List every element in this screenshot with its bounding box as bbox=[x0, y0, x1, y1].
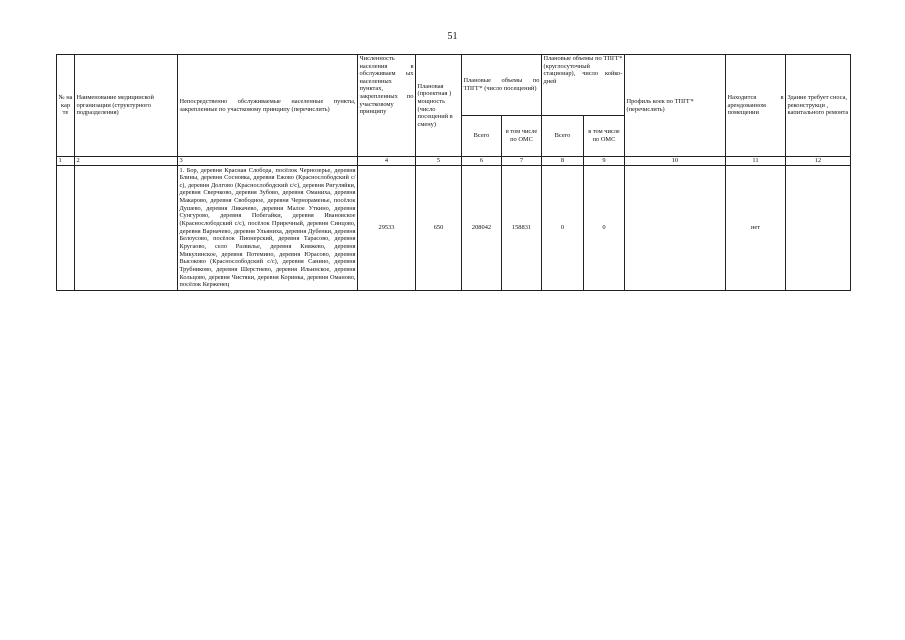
cell-capacity: 650 bbox=[416, 166, 462, 291]
cell-beddays-total: 0 bbox=[542, 166, 584, 291]
colnum-8: 8 bbox=[542, 157, 584, 166]
colnum-4: 4 bbox=[358, 157, 416, 166]
cell-repair bbox=[786, 166, 851, 291]
page-number: 51 bbox=[447, 31, 458, 42]
colnum-1: 1 bbox=[57, 157, 75, 166]
header-repair: Здание требует сноса, реконструкци , капитального ремонта bbox=[786, 55, 851, 157]
colnum-12: 12 bbox=[786, 157, 851, 166]
header-row-1 bbox=[57, 55, 851, 116]
header-beddays-group: Плановые объемы по ТПГГ* (круглосуточный стационар), число койко-дней bbox=[542, 55, 625, 116]
colnum-10: 10 bbox=[625, 157, 726, 166]
colnum-5: 5 bbox=[416, 157, 462, 166]
header-num: № на кар те bbox=[57, 55, 75, 157]
column-number-row bbox=[57, 157, 851, 166]
colnum-6: 6 bbox=[462, 157, 502, 166]
cell-places: 1. Бор, деревня Красная Слобода, посёлок Чернозерье, деревня Блины, деревня Сосновка, деревня Ежово (Краснослободский с/с), деревня Долгово (Краснослободский с/с), деревня Ригуляйки, деревня Сверчково, деревня Зубово, деревня Оманиха, деревня Макарово, деревня Свободное, деревня Чернораменье, посёлок Душево, деревня Ликачево, деревня Малое Уткино, деревня Сунгурово, деревня Побегайки, деревня Ивановское (Краснослободский с/с), посёлок Приречный, деревня Синцово, деревня Варначево, деревня Ульяниха, деревня Дубенки, деревня Белоусово, посёлок Пионерский, деревня Тарасово, деревня Кругаово, село Развилье, деревня Княжево, деревня Микулинское, деревня Потемино, деревня Юрасово, деревня Высоково (Краснослободский с/с), деревня Санино, деревня Трубниково, деревня Шерстнево, деревня Ильинское, деревня Кольцово, деревня Чистяки, деревня Коринка, деревня Оманово, посёлок Керженец bbox=[179, 166, 356, 289]
header-beddays-oms: в том числе по ОМС bbox=[584, 116, 625, 157]
header-places: Непосредственно обслуживаемые населенные пункты, закрепленные по участковому принципу (перечислить) bbox=[178, 55, 358, 157]
colnum-3: 3 bbox=[178, 157, 358, 166]
colnum-2: 2 bbox=[75, 157, 178, 166]
header-visits-group: Плановые объемы по ТПГГ* (число посещений) bbox=[462, 55, 542, 116]
header-visits-oms: в том числе по ОМС bbox=[502, 116, 542, 157]
facilities-table bbox=[56, 54, 851, 291]
header-beddays-total: Всего bbox=[542, 116, 584, 157]
header-bed-profile: Профиль коек по ТПГГ* (перечислить) bbox=[625, 55, 726, 157]
header-capacity: Плановая (проектная ) мощность (число посещений в смену) bbox=[416, 55, 462, 157]
header-population: Численность населения в обслуживаем ых населенных пунктах, закрепленных по участковому принципу bbox=[358, 55, 416, 157]
cell-org-name bbox=[75, 166, 178, 291]
header-visits-total: Всего bbox=[462, 116, 502, 157]
table-row bbox=[57, 166, 851, 291]
header-org-name: Наименование медицинской организации (структурного подразделения) bbox=[75, 55, 178, 157]
cell-rented: нет bbox=[726, 166, 786, 291]
colnum-9: 9 bbox=[584, 157, 625, 166]
cell-population: 29533 bbox=[358, 166, 416, 291]
cell-beddays-oms: 0 bbox=[584, 166, 625, 291]
cell-bed-profile bbox=[625, 166, 726, 291]
cell-visits-total: 208042 bbox=[462, 166, 502, 291]
cell-visits-oms: 158831 bbox=[502, 166, 542, 291]
colnum-7: 7 bbox=[502, 157, 542, 166]
header-rented: Находится в арендованном помещении bbox=[726, 55, 786, 157]
colnum-11: 11 bbox=[726, 157, 786, 166]
cell-num bbox=[57, 166, 75, 291]
